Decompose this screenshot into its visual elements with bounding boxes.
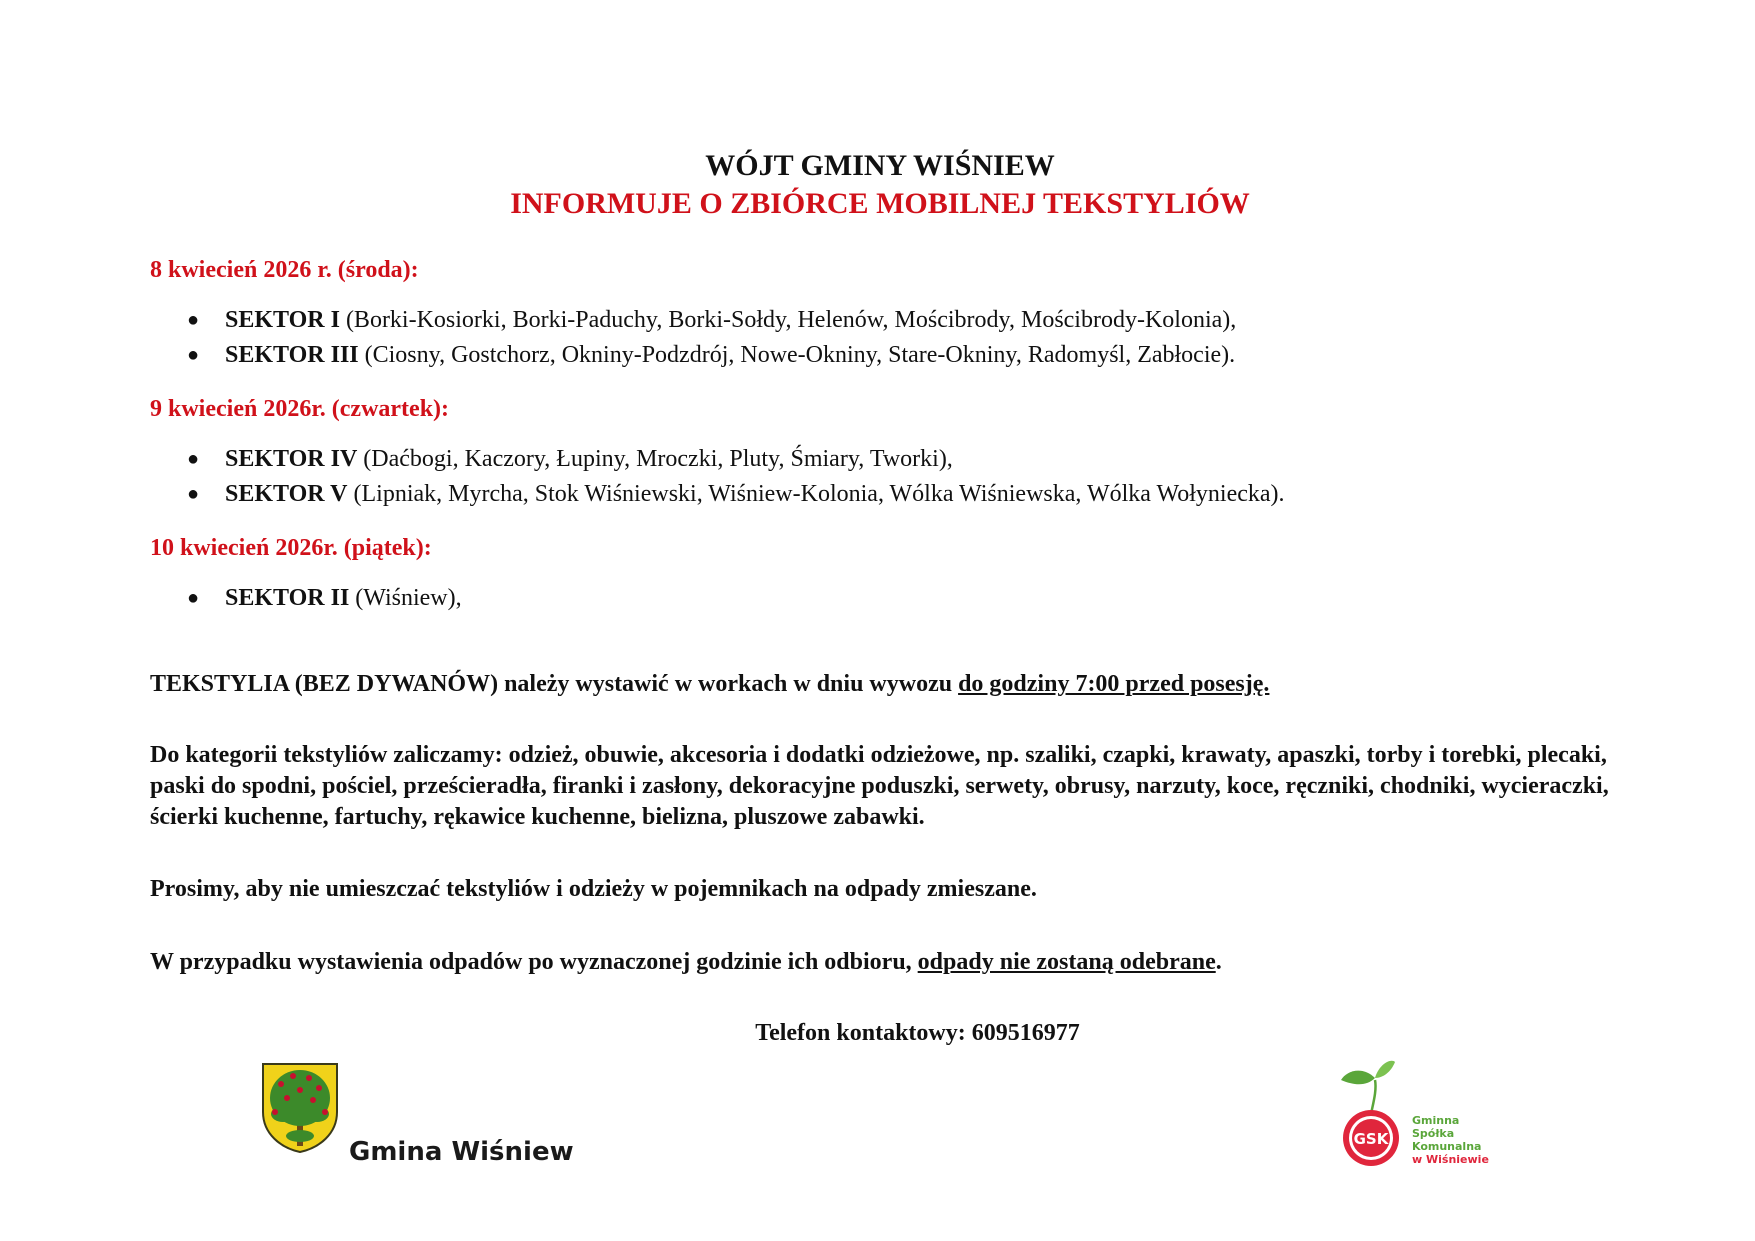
bullet-icon: ● [187,587,200,609]
bullet-icon: ● [187,309,200,331]
notice-warning [150,947,1620,978]
gsk-line-2: Spółka [1412,1127,1455,1140]
sector-name: SEKTOR II [225,585,350,611]
list-item [187,303,1236,338]
page-subtitle: INFORMUJE O ZBIÓRCE MOBILNEJ TEKSTYLIÓW [510,187,1250,220]
sector-name: SEKTOR I [225,307,340,333]
contact-phone: Telefon kontaktowy: 609516977 [755,1020,1080,1046]
notice-warning-text: W przypadku wystawienia odpadów po wyznaczonej godzinie ich odbioru, [150,949,918,975]
sector-places: (Borki-Kosiorki, Borki-Paduchy, Borki-Sołdy, Helenów, Mościbrody, Mościbrody-Kolonia), [339,307,1237,333]
notice-categories: Do kategorii tekstyliów zaliczamy: odzież, obuwie, akcesoria i dodatki odzieżowe, np. szaliki, czapki, krawaty, apaszki, torby i torebki, plecaki, paski do spodni, pościel, prześcieradła, firanki i zasłony, dekoracyjne poduszki, serwety, obrusy, narzuty, koce, ręczniki, chodniki, wycieraczki, ścierki kuchenne, fartuchy, rękawice kuchenne, bielizna, pluszowe zabawki. [150,742,1609,830]
sector-places: (Wiśniew), [349,585,462,611]
list-item [187,477,1285,512]
schedule-date-1: 8 kwiecień 2026 r. (środa): [150,257,419,283]
notice-main-text: TEKSTYLIA (BEZ DYWANÓW) należy wystawić w workach w dniu wywozu [150,671,959,697]
sector-name: SEKTOR IV [225,446,358,472]
bullet-icon: ● [187,483,200,505]
notice-main [150,669,1620,700]
gsk-cherry-logo-icon [1337,1056,1502,1168]
sector-name: SEKTOR V [225,481,348,507]
sector-places: (Daćbogi, Kaczory, Łupiny, Mroczki, Pluty, Śmiary, Tworki), [357,446,953,472]
sector-name: SEKTOR III [225,342,359,368]
schedule-date-3: 10 kwiecień 2026r. (piątek): [150,535,432,561]
schedule-date-2: 9 kwiecień 2026r. (czwartek): [150,396,450,422]
notice-main-deadline: do godziny 7:00 przed posesję. [958,671,1270,697]
gsk-line-1: Gminna [1412,1114,1460,1127]
gsk-line-4: w Wiśniewie [1412,1153,1489,1166]
list-item [187,581,462,616]
sector-list-1 [187,303,1236,373]
sector-places: (Ciosny, Gostchorz, Okniny-Podzdrój, Nowe-Okniny, Stare-Okniny, Radomyśl, Zabłocie). [358,342,1236,368]
coat-of-arms-icon [261,1062,339,1154]
notice-warning-end: . [1215,949,1222,975]
sector-list-3 [187,581,462,616]
gsk-line-3: Komunalna [1412,1140,1482,1153]
notice-request: Prosimy, aby nie umieszczać tekstyliów i odzieży w pojemnikach na odpady zmieszane. [150,876,1037,902]
bullet-icon: ● [187,448,200,470]
page-title: WÓJT GMINY WIŚNIEW [705,149,1055,182]
sector-list-2 [187,442,1285,512]
gmina-label: Gmina Wiśniew [349,1137,574,1167]
bullet-icon: ● [187,344,200,366]
notice-warning-underlined: odpady nie zostaną odebrane [917,949,1216,975]
sector-places: (Lipniak, Myrcha, Stok Wiśniewski, Wiśniew-Kolonia, Wólka Wiśniewska, Wólka Wołyniecka). [347,481,1285,507]
list-item [187,442,1285,477]
gsk-badge: GSK [1353,1130,1389,1148]
list-item [187,338,1236,373]
